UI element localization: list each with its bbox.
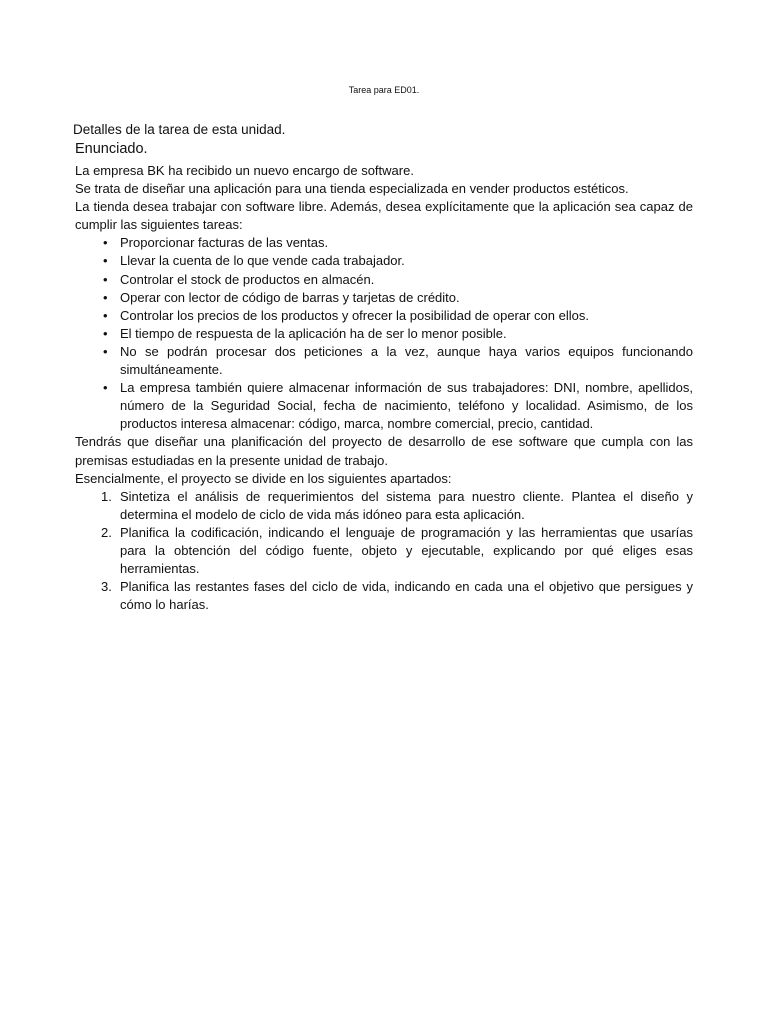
item-number: 3. (101, 579, 112, 595)
bullet-item (75, 234, 693, 252)
document-body (75, 162, 693, 614)
document-subtitle: Detalles de la tarea de esta unidad. (73, 122, 286, 137)
middle-paragraph: Tendrás que diseñar una planificación del proyecto de desarrollo de ese software que cumpla con las premisas estudiadas en la presente unidad de trabajo. (75, 434, 693, 468)
bullet-text: Controlar el stock de productos en almacén. (120, 271, 375, 287)
bullet-text: No se podrán procesar dos peticiones a la vez, aunque haya varios equipos funcionando simultáneamente. (120, 343, 693, 378)
bullet-icon: • (103, 253, 108, 269)
bullet-item (75, 307, 693, 325)
bullet-item (75, 252, 693, 270)
section-heading: Enunciado. (75, 141, 148, 157)
bullet-icon: • (103, 235, 108, 251)
bullet-icon: • (103, 271, 108, 287)
middle-paragraph: Esencialmente, el proyecto se divide en los siguientes apartados: (75, 470, 452, 486)
numbered-item-text: Sintetiza el análisis de requerimientos del sistema para nuestro cliente. Plantea el diseño y determina el modelo de ciclo de vida más idóneo para esta aplicación. (120, 488, 693, 522)
bullet-text: Operar con lector de código de barras y tarjetas de crédito. (120, 289, 460, 305)
task-bullet-list (75, 234, 693, 433)
item-number: 1. (101, 488, 112, 504)
bullet-icon: • (103, 380, 108, 396)
bullet-text: Proporcionar facturas de las ventas. (120, 235, 329, 251)
intro-paragraph: La empresa BK ha recibido un nuevo encargo de software. (75, 163, 414, 178)
numbered-item (75, 578, 693, 614)
bullet-icon: • (103, 289, 108, 305)
bullet-item (75, 343, 693, 379)
bullet-icon: • (103, 307, 108, 323)
bullet-item (75, 271, 693, 289)
bullet-text: Llevar la cuenta de lo que vende cada trabajador. (120, 253, 405, 269)
intro-paragraph: La tienda desea trabajar con software libre. Además, desea explícitamente que la aplicación sea capaz de cumplir las siguientes tareas: (75, 199, 693, 233)
bullet-text: La empresa también quiere almacenar información de sus trabajadores: DNI, nombre, apellidos, número de la Seguridad Social, fecha de nacimiento, teléfono y localidad. Asimismo, de los productos interesa almacenar: código, marca, nombre comercial, precio, cantidad. (120, 380, 693, 432)
numbered-item (75, 524, 693, 578)
bullet-item (75, 379, 693, 433)
bullet-icon: • (103, 325, 108, 341)
numbered-item-text: Planifica las restantes fases del ciclo de vida, indicando en cada una el objetivo que persigues y cómo lo harías. (120, 579, 693, 613)
intro-paragraph: Se trata de diseñar una aplicación para una tienda especializada en vender productos estéticos. (75, 181, 629, 197)
bullet-text: El tiempo de respuesta de la aplicación ha de ser lo menor posible. (120, 325, 507, 341)
bullet-item (75, 289, 693, 307)
bullet-item (75, 325, 693, 343)
task-numbered-list (75, 488, 693, 615)
bullet-text: Controlar los precios de los productos y ofrecer la posibilidad de operar con ellos. (120, 307, 589, 323)
numbered-item-text: Planifica la codificación, indicando el lenguaje de programación y las herramientas que usarías para la obtención del código fuente, objeto y ejecutable, explicando por qué eliges esas herramientas. (120, 524, 693, 577)
document-header-title: Tarea para ED01. (348, 85, 420, 95)
numbered-item (75, 488, 693, 524)
item-number: 2. (101, 524, 112, 540)
bullet-icon: • (103, 343, 108, 359)
